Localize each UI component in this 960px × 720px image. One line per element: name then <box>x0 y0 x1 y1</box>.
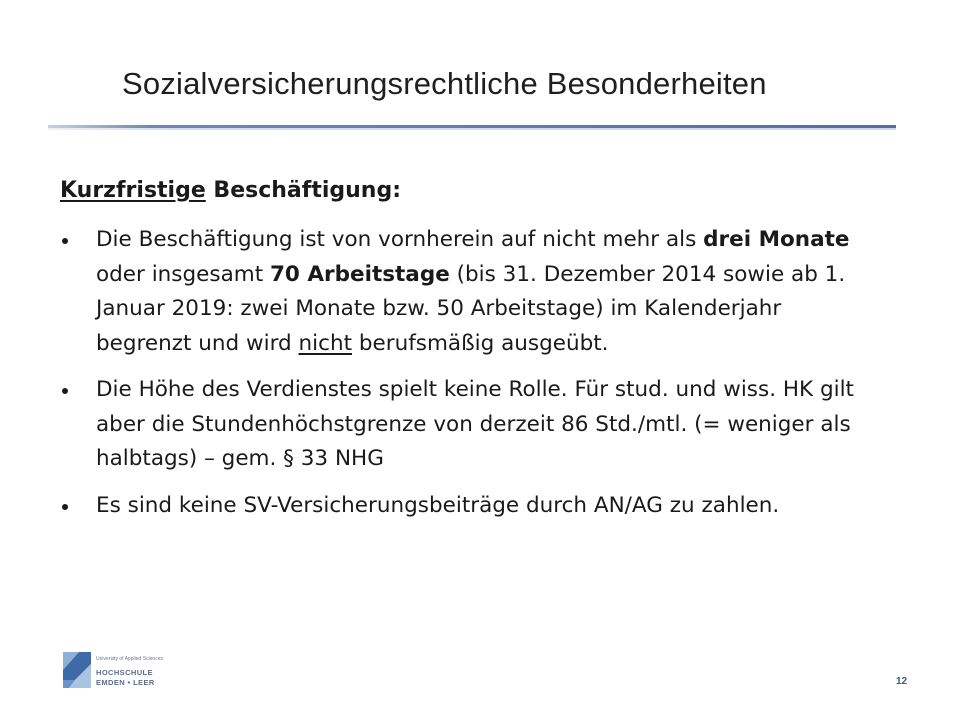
page-number: 12 <box>896 676 908 687</box>
university-logo <box>63 652 183 692</box>
bullet-text-part: Es sind keine SV-Versicherungsbeiträge durch AN/AG zu zahlen. <box>96 492 780 518</box>
bullet-dot-icon <box>62 238 68 244</box>
bullet-text-part: oder insgesamt <box>96 261 270 287</box>
heading-rest: Beschäftigung: <box>205 178 402 203</box>
bullet-text-part: Die Höhe des Verdienstes spielt keine Rolle. Für stud. und wiss. HK gilt aber die Stundenhöchstgrenze von derzeit 86 Std./mtl. (= weniger als halbtags) – gem. § 33 NHG <box>96 377 854 471</box>
bullet-item <box>60 373 880 477</box>
logo-text-line2: EMDEN • LEER <box>96 678 155 687</box>
section-heading <box>60 178 880 203</box>
bullet-text-part: berufsmäßig ausgeübt. <box>352 330 609 356</box>
logo-mark-icon <box>63 652 91 688</box>
bullet-list <box>60 223 880 523</box>
bullet-text-underlined: nicht <box>298 330 353 356</box>
bullet-text-bold: drei Monate <box>703 227 850 252</box>
bullet-text-part: (bis 31. Dezember 2014 sowie ab 1. Januar 2019: zwei Monate bzw. 50 Arbeitstage) im Kalenderjahr begrenzt und wird <box>96 261 846 356</box>
bullet-text-bold: 70 Arbeitstage <box>269 261 450 287</box>
bullet-text-part: Die Beschäftigung ist von vornherein auf nicht mehr als <box>96 227 704 252</box>
title-divider-shadow <box>48 128 896 130</box>
slide-title: Sozialversicherungsrechtliche Besonderheiten <box>122 66 767 101</box>
bullet-item <box>60 223 880 361</box>
bullet-item <box>60 489 880 524</box>
heading-underlined-word: Kurzfristige <box>60 178 206 203</box>
bullet-dot-icon <box>62 504 68 510</box>
logo-text-line1: HOCHSCHULE <box>96 668 153 677</box>
slide-content <box>60 178 880 535</box>
logo-subtitle: University of Applied Sciences <box>96 656 163 662</box>
bullet-dot-icon <box>62 388 68 394</box>
